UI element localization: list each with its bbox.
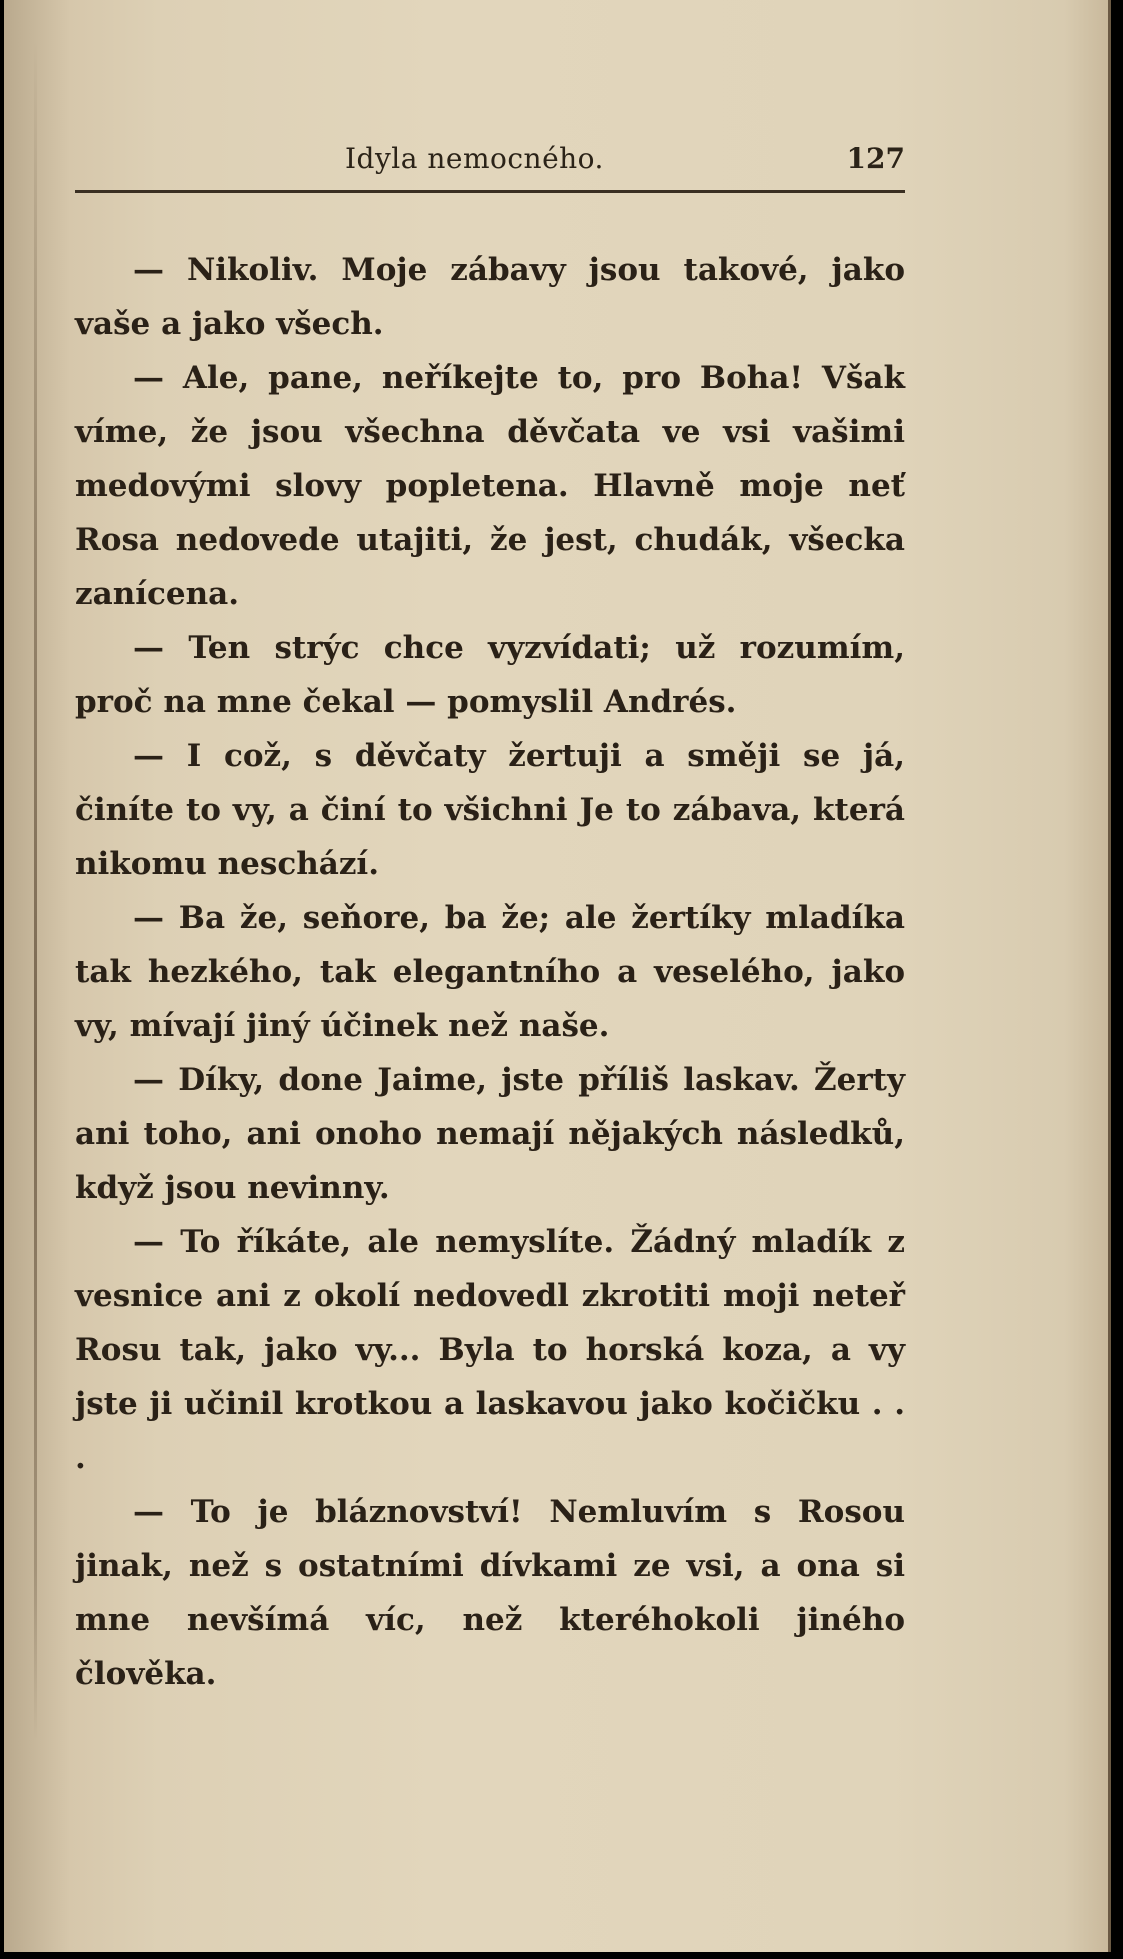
paragraph: — Ba že, seňore, ba že; ale žertíky mladíka tak hezkého, tak elegantního a veselého, jako vy, mívají jiný účinek než naše. bbox=[75, 900, 905, 1044]
paragraph: — I což, s děvčaty žertuji a směji se já, činíte to vy, a činí to všichni Je to zábava, která nikomu neschází. bbox=[75, 738, 905, 882]
header-rule bbox=[75, 190, 905, 193]
body-text bbox=[75, 243, 905, 1701]
paragraph: — Nikoliv. Moje zábavy jsou takové, jako vaše a jako všech. bbox=[75, 252, 905, 342]
running-title: Idyla nemocného. bbox=[345, 142, 604, 175]
paragraph: — To je bláznovství! Nemluvím s Rosou jinak, než s ostatními dívkami ze vsi, a ona si mne nevšímá víc, než kteréhokoli jiného člověka. bbox=[75, 1494, 905, 1692]
paragraph: — Díky, done Jaime, jste příliš laskav. Žerty ani toho, ani onoho nemají nějakých následků, když jsou nevinny. bbox=[75, 1062, 905, 1206]
paragraph: — Ale, pane, neříkejte to, pro Boha! Však víme, že jsou všechna děvčata ve vsi vašimi medovými slovy popletena. Hlavně moje neť Rosa nedovede utajiti, že jest, chudák, všecka zanícena. bbox=[75, 360, 905, 612]
page-gutter-shadow bbox=[34, 40, 37, 1740]
running-header bbox=[75, 138, 905, 186]
page-number: 127 bbox=[846, 142, 905, 175]
paragraph: — Ten strýc chce vyzvídati; už rozumím, proč na mne čekal — pomyslil Andrés. bbox=[75, 630, 905, 720]
paragraph: — To říkáte, ale nemyslíte. Žádný mladík z vesnice ani z okolí nedovedl zkrotiti moji neteř Rosu tak, jako vy... Byla to horská koza, a vy jste ji učinil krotkou a laskavou jako kočičku . . . bbox=[75, 1224, 905, 1476]
